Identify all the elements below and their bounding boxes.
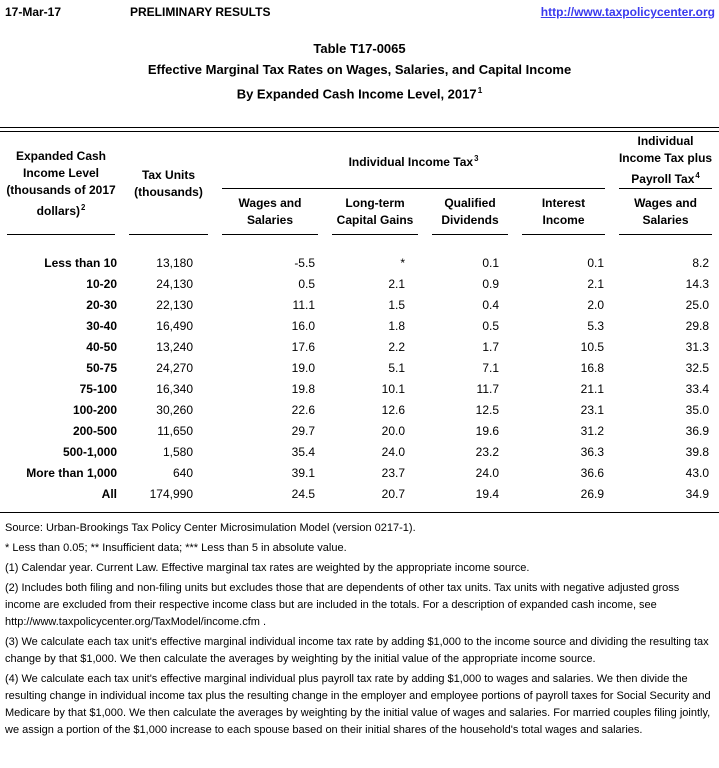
table-row <box>0 399 719 420</box>
footnote-source: Source: Urban-Brookings Tax Policy Center Microsimulation Model (version 0217-1). <box>5 522 416 535</box>
value-cell: 34.9 <box>685 486 710 501</box>
value-cell: 0.5 <box>482 318 499 333</box>
value-cell: 0.4 <box>482 297 499 312</box>
value-cell: 0.1 <box>587 255 605 270</box>
value-cell: 21.1 <box>580 381 605 396</box>
value-cell: 39.1 <box>291 465 315 480</box>
value-cell: 29.8 <box>685 318 710 333</box>
value-cell: 5.3 <box>587 318 605 333</box>
tax-units-cell: 640 <box>172 465 193 480</box>
footnote-ref-4: 4 <box>695 171 700 181</box>
value-cell: 31.2 <box>580 423 605 438</box>
title-block <box>0 38 719 104</box>
value-cell: 35.0 <box>685 402 710 417</box>
value-cell: 39.8 <box>685 444 710 459</box>
group-header-individual-income-tax: Individual Income Tax$^3$ <box>215 132 612 189</box>
tax-units-cell: 174,990 <box>149 486 193 501</box>
footnote-ref-3: 3 <box>474 154 479 164</box>
value-cell: 33.4 <box>685 381 710 396</box>
value-cell: 25.0 <box>685 297 710 312</box>
value-cell: 12.5 <box>475 402 499 417</box>
table-row <box>0 294 719 315</box>
tax-units-cell: 24,270 <box>156 360 193 375</box>
value-cell: 1.7 <box>482 339 499 354</box>
tax-units-cell: 16,490 <box>156 318 193 333</box>
value-cell: 23.7 <box>381 465 405 480</box>
value-cell: 19.6 <box>475 423 499 438</box>
value-cell: 11.7 <box>476 381 499 396</box>
value-cell: 12.6 <box>381 402 405 417</box>
value-cell: * <box>400 255 405 270</box>
col-header-wages-salaries: Wages and Salaries <box>215 189 325 235</box>
value-cell: 31.3 <box>685 339 710 354</box>
preliminary-results-label: PRELIMINARY RESULTS <box>130 5 271 19</box>
income-level-cell: 200-500 <box>72 423 117 438</box>
value-cell: 8.2 <box>692 255 710 270</box>
footnote-symbols: * Less than 0.05; ** Insufficient data; *** Less than 5 in absolute value. <box>5 542 347 555</box>
table-row <box>0 462 719 483</box>
col-header-payroll-wages-salaries: Wages and Salaries <box>612 189 719 235</box>
value-cell: 35.4 <box>291 444 315 459</box>
table-row <box>0 252 719 273</box>
value-cell: 14.3 <box>685 276 710 291</box>
report-date: 17-Mar-17 <box>5 5 62 19</box>
income-level-cell: 50-75 <box>86 360 117 375</box>
col-header-income-level: Expanded Cash Income Level (thousands of 2017 dollars)$^2$ <box>0 132 122 235</box>
table-row <box>0 357 719 378</box>
header-body-spacer <box>0 235 719 252</box>
value-cell: 43.0 <box>685 465 710 480</box>
value-cell: 16.8 <box>580 360 605 375</box>
income-level-cell: 500-1,000 <box>62 444 117 459</box>
value-cell: 19.4 <box>475 486 499 501</box>
value-cell: 0.1 <box>482 255 499 270</box>
tax-units-cell: 16,340 <box>156 381 193 396</box>
value-cell: 2.1 <box>388 276 405 291</box>
group-header-income-plus-payroll-tax: Individual Income Tax plus Payroll Tax$^4$ <box>612 132 719 189</box>
income-level-cell: 75-100 <box>79 381 117 396</box>
table-number: Table T17-0065 <box>313 41 406 56</box>
value-cell: 7.1 <box>482 360 499 375</box>
tax-units-cell: 22,130 <box>156 297 193 312</box>
table-subtitle: By Expanded Cash Income Level, 2017$^1$ <box>236 85 483 102</box>
income-level-cell: More than 1,000 <box>26 465 117 480</box>
value-cell: 22.6 <box>291 402 315 417</box>
col-header-interest-income: Interest Income <box>515 189 612 235</box>
footnote-4: (4) We calculate each tax unit's effective marginal individual plus payroll tax rate by adding $1,000 to wages and salaries. We then divide the resulting change in individual income tax plus the resulting change in the employer and employee portions of payroll taxes for Social Security and Medicare by that $1,000. We then calculate the averages by weighting by the initial value of wages and salaries. For married couples filing jointly, we assign a portion of the $1,000 increase to each spouse based on their initial shares of the household's total wages and salaries. <box>5 673 711 737</box>
footnote-ref-1: 1 <box>477 85 483 95</box>
tax-units-cell: 24,130 <box>156 276 193 291</box>
col-header-longterm-capital-gains: Long-term Capital Gains <box>325 189 425 235</box>
tax-units-cell: 13,180 <box>156 255 193 270</box>
table-row <box>0 273 719 294</box>
taxpolicycenter-link[interactable]: http://www.taxpolicycenter.org <box>540 5 715 19</box>
table-row-all <box>0 483 719 504</box>
table-row <box>0 378 719 399</box>
page-header <box>0 0 719 24</box>
tax-units-cell: 30,260 <box>156 402 193 417</box>
tax-units-cell: 11,650 <box>157 423 193 438</box>
value-cell: 2.2 <box>388 339 405 354</box>
table-row <box>0 336 719 357</box>
value-cell: 0.5 <box>298 276 315 291</box>
value-cell: 23.2 <box>475 444 499 459</box>
income-level-cell: 40-50 <box>86 339 117 354</box>
value-cell: 20.7 <box>381 486 405 501</box>
income-level-cell: 20-30 <box>86 297 117 312</box>
value-cell: 10.5 <box>580 339 605 354</box>
footnote-3: (3) We calculate each tax unit's effective marginal individual income tax rate by adding $1,000 to the income source and dividing the resulting tax change by that $1,000. We then calculate the averages by weighting by the initial value of the appropriate income source. <box>5 636 709 666</box>
value-cell: 32.5 <box>685 360 710 375</box>
value-cell: 26.9 <box>580 486 605 501</box>
table-row <box>0 315 719 336</box>
table-row <box>0 420 719 441</box>
value-cell: 19.8 <box>291 381 315 396</box>
tax-units-cell: 1,580 <box>162 444 193 459</box>
value-cell: 19.0 <box>291 360 315 375</box>
income-level-cell: Less than 10 <box>44 255 117 270</box>
income-level-cell: All <box>101 486 117 501</box>
value-cell: 5.1 <box>388 360 405 375</box>
value-cell: 2.0 <box>587 297 605 312</box>
value-cell: 23.1 <box>580 402 605 417</box>
income-level-cell: 100-200 <box>72 402 117 417</box>
value-cell: 17.6 <box>291 339 315 354</box>
footnote-1: (1) Calendar year. Current Law. Effective marginal tax rates are weighted by the appropriate income source. <box>5 562 530 575</box>
col-header-tax-units: Tax Units (thousands) <box>122 132 215 235</box>
value-cell: 2.1 <box>587 276 605 291</box>
value-cell: 20.0 <box>381 423 405 438</box>
tax-rates-table <box>0 132 719 504</box>
footnote-2: (2) Includes both filing and non-filing units but excludes those that are dependents of other tax units. Tax units with negative adjusted gross income are excluded from their respective income class but are included in the totals. For a description of expanded cash income, see http://www.taxpolicycenter.org/TaxModel/income.cfm . <box>5 582 680 629</box>
value-cell: 1.8 <box>388 318 405 333</box>
value-cell: 10.1 <box>381 381 405 396</box>
value-cell: 1.5 <box>388 297 405 312</box>
income-level-cell: 30-40 <box>86 318 117 333</box>
value-cell: -5.5 <box>294 255 315 270</box>
value-cell: 0.9 <box>482 276 499 291</box>
value-cell: 11.1 <box>292 297 315 312</box>
footnotes <box>0 513 719 739</box>
value-cell: 24.0 <box>381 444 405 459</box>
value-cell: 36.9 <box>685 423 710 438</box>
value-cell: 29.7 <box>291 423 315 438</box>
value-cell: 36.6 <box>580 465 605 480</box>
value-cell: 24.0 <box>475 465 499 480</box>
tax-units-cell: 13,240 <box>156 339 193 354</box>
value-cell: 16.0 <box>291 318 315 333</box>
income-level-cell: 10-20 <box>86 276 117 291</box>
footnote-ref-2: 2 <box>81 202 86 212</box>
value-cell: 24.5 <box>291 486 315 501</box>
value-cell: 36.3 <box>580 444 605 459</box>
table-row <box>0 441 719 462</box>
col-header-qualified-dividends: Qualified Dividends <box>425 189 515 235</box>
table-title: Effective Marginal Tax Rates on Wages, Salaries, and Capital Income <box>147 62 572 77</box>
